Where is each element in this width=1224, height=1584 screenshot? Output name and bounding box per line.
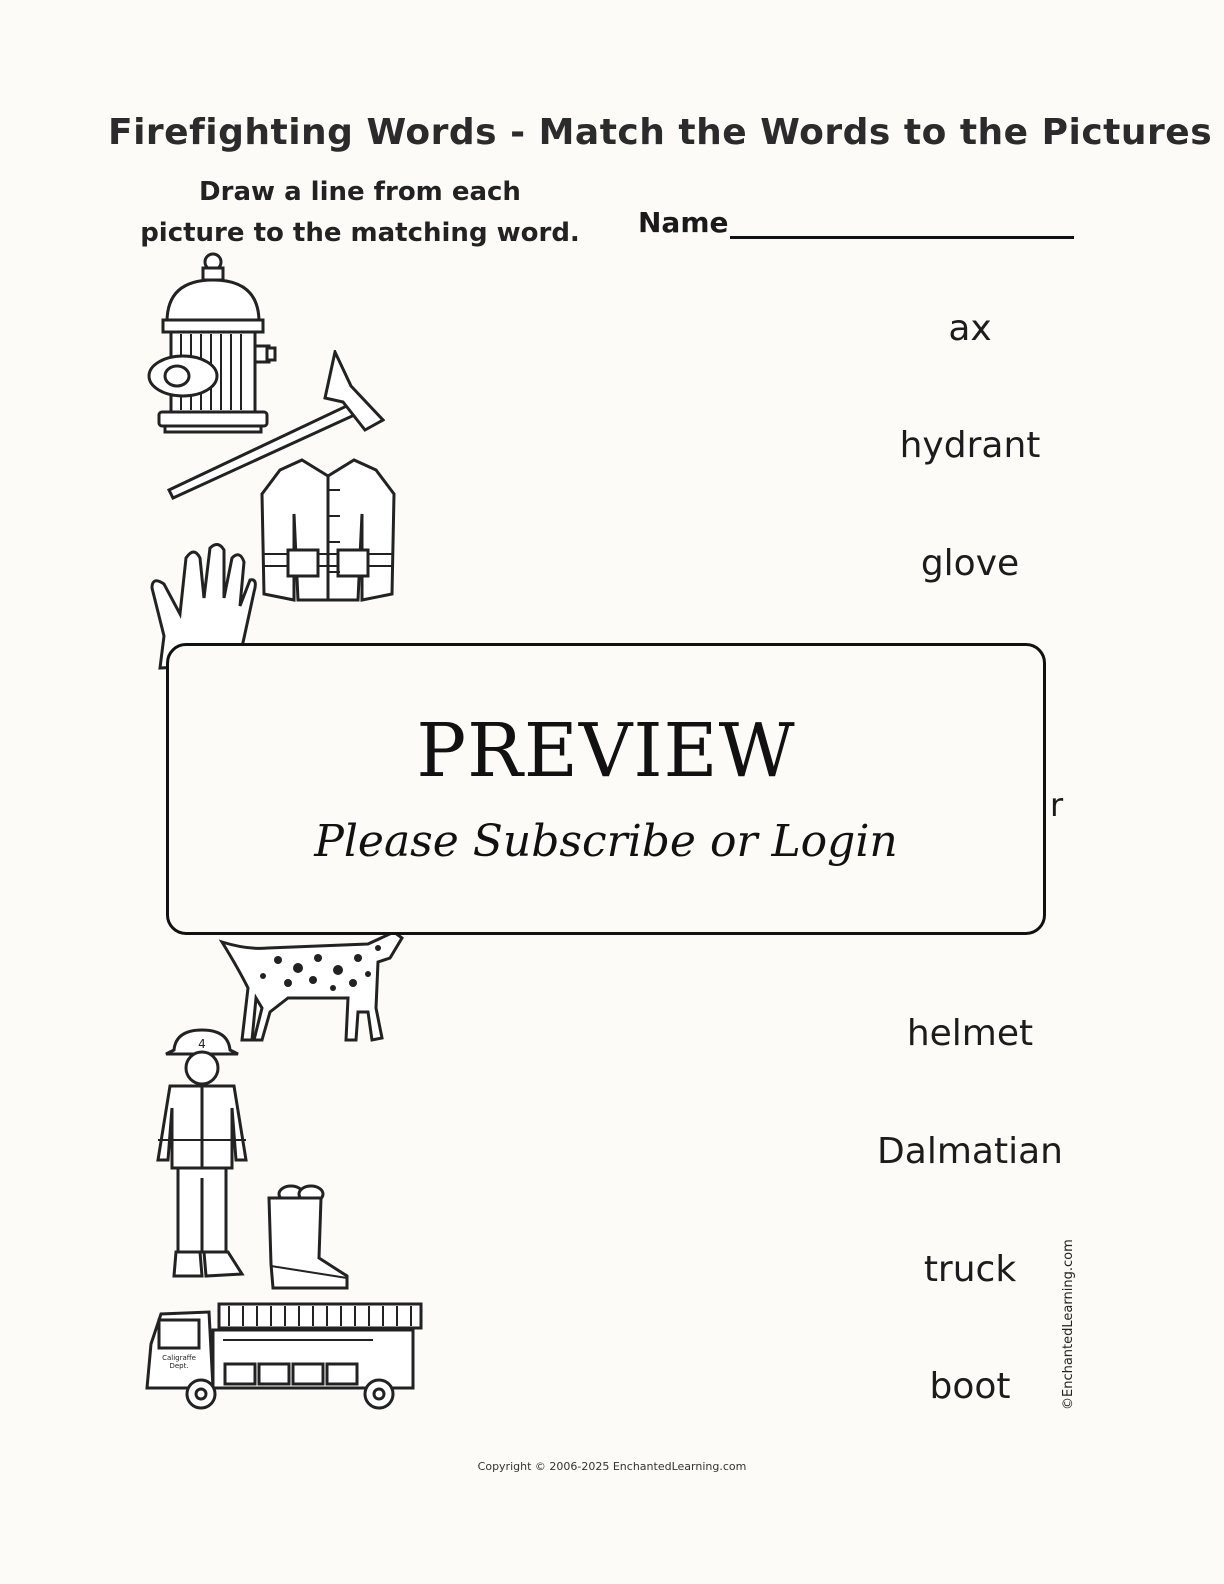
word-ax: ax [948, 308, 992, 349]
coat-icon [258, 454, 398, 604]
instructions-line-1: Draw a line from each [199, 177, 521, 207]
preview-overlay[interactable] [166, 643, 1046, 935]
subscribe-login-link[interactable]: Please Subscribe or Login [314, 816, 898, 867]
word-truck: truck [923, 1249, 1017, 1290]
side-credit: ©EnchantedLearning.com [1061, 1239, 1076, 1410]
svg-text:4: 4 [198, 1037, 206, 1051]
instructions-line-2: picture to the matching word. [140, 218, 580, 248]
page-title: Firefighting Words - Match the Words to the Pictures [108, 112, 1213, 153]
boot-icon [263, 1180, 353, 1292]
word-boot: boot [929, 1366, 1011, 1407]
truck-door-text-2: Dept. [169, 1362, 189, 1370]
instructions [140, 172, 580, 254]
firefighter-icon [152, 1028, 252, 1284]
word-hydrant: hydrant [899, 425, 1041, 466]
word-helmet: helmet [906, 1013, 1034, 1054]
name-label: Name [638, 206, 729, 239]
name-line[interactable] [730, 236, 1074, 239]
truck-door-text-1: Caligraffe [162, 1354, 196, 1362]
word-glove: glove [920, 543, 1020, 584]
preview-title: PREVIEW [416, 708, 796, 794]
word-dalmatian: Dalmatian [877, 1131, 1063, 1172]
fire-truck-icon [143, 1302, 425, 1414]
name-field[interactable] [638, 204, 1078, 244]
copyright: Copyright © 2006-2025 EnchantedLearning.com [477, 1460, 747, 1473]
word-partial: r [1050, 786, 1064, 824]
